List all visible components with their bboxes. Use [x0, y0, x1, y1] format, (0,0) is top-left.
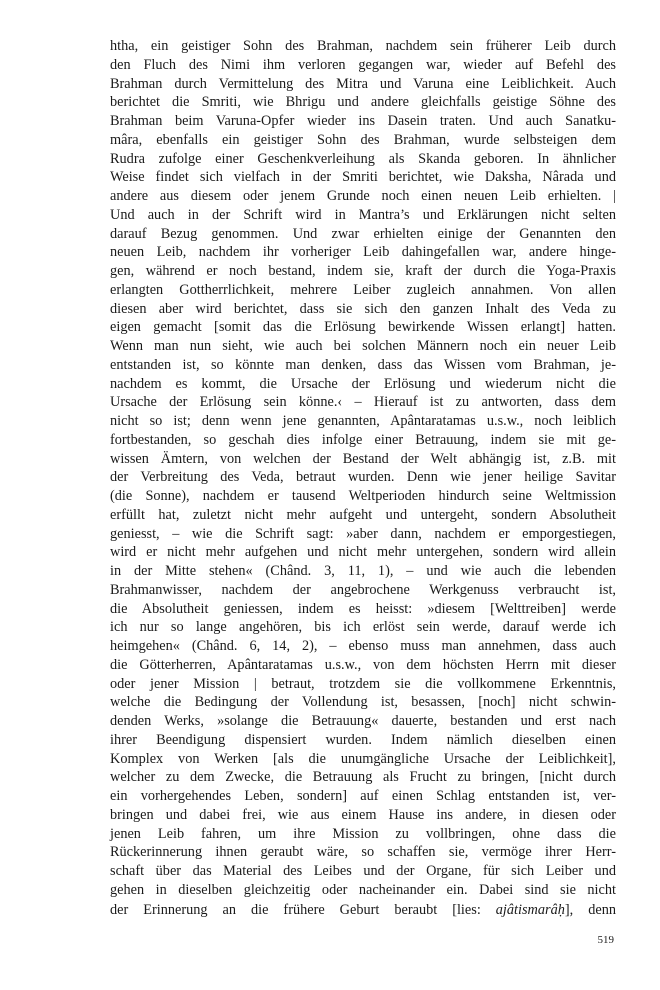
text-line: andere aus diesem oder jenem Grunde noch einen neuen Leib erhielten. |	[110, 188, 616, 204]
text-line: Und auch in der Schrift wird in Mantra’s und Erklärungen nicht selten	[110, 206, 616, 223]
text-line: fortbestanden, so geschah dies infolge einer Betrauung, indem sie mit ge-	[110, 431, 616, 448]
text-line: neuen Leib, nachdem ihr vorheriger Leib dahingefallen war, andere hinge-	[110, 244, 616, 261]
text-line: Brahman durch Vermittelung des Mitra und Varuna eine Leiblichkeit. Auch	[110, 75, 616, 92]
text-line: in der Mitte stehen« (Chând. 3, 11, 1), – und wie auch die lebenden	[110, 563, 616, 579]
text-line: der Verbreitung des Veda, betraut wurden. Denn wie jener heilige Savitar	[110, 469, 616, 486]
text-line: diesen aber wird berichtet, dass sie sich den ganzen Inhalt des Veda zu	[110, 300, 616, 317]
text-line: entstanden ist, so könnte man denken, dass das Wissen vom Brahman, je-	[110, 356, 616, 373]
last-line-prefix: der Erinnerung an die frühere Geburt beraubt [lies:	[110, 901, 496, 918]
text-line: welcher zu dem Zwecke, die Betrauung als Frucht zu bringen, [nicht durch	[110, 769, 616, 786]
text-line: ich nur so lange angehören, bis ich erlöst sein werde, darauf werde ich	[110, 619, 616, 636]
text-line: darauf Bezug genommen. Und zwar erhielten einige der Genannten den	[110, 225, 616, 242]
text-line: Rudra zufolge einer Geschenkverleihung als Skanda geboren. In ähnlicher	[110, 150, 616, 167]
text-line: berichtet die Smriti, wie Bhrigu und andere gleichfalls geistige Söhne des	[110, 94, 616, 111]
text-line: (die Sonne), nachdem er tausend Weltperioden hindurch seine Weltmission	[110, 488, 616, 504]
text-line: Ursache der Erlösung sein könne.‹ – Hierauf ist zu antworten, dass dem	[110, 394, 616, 411]
text-line: nachdem es kommt, die Ursache der Erlösung und wiederum nicht die	[110, 375, 616, 392]
text-line: oder jener Mission | betraut, trotzdem sie die vollkommene Erkenntnis,	[110, 675, 616, 692]
text-line: wird er nicht mehr aufgehen und nicht mehr untergehen, sondern wird allein	[110, 544, 616, 561]
text-line: wissen Ämtern, von welchen der Bestand der Welt abhängig ist, z.B. mit	[110, 450, 616, 467]
body-text-last-line	[110, 901, 616, 920]
last-line-suffix: ], denn	[564, 901, 616, 918]
text-line: Komplex von Werken [als die unumgängliche Ursache der Leiblichkeit],	[110, 750, 616, 767]
text-line: Rückerinnerung ihnen geraubt wäre, so schaffen sie, vermöge ihrer Herr-	[110, 844, 616, 861]
text-line: erfüllt hat, zuletzt nicht mehr aufgeht und untergeht, sondern Absolutheit	[110, 506, 616, 523]
text-line: mâra, ebenfalls ein geistiger Sohn des Brahman, wurde selbsteigen dem	[110, 131, 616, 148]
text-line: Wenn man nun sieht, wie auch bei solchen Männern noch ein neuer Leib	[110, 338, 616, 354]
text-line: gehen in dieselben gleichzeitig oder nacheinander ein. Dabei sind sie nicht	[110, 881, 616, 898]
text-line: welche die Bedingung der Vollendung ist, besassen, [noch] nicht schwin-	[110, 694, 616, 711]
text-line: bringen und dabei frei, wie aus einem Hause ins andere, in diesen oder	[110, 806, 616, 823]
text-line: geniesst, – wie die Schrift sagt: »aber dann, nachdem er emporgestiegen,	[110, 525, 616, 542]
text-line: den Fluch des Nimi ihm verloren gegangen war, wieder auf Befehl des	[110, 56, 616, 73]
text-line: schaft über das Material des Leibes und der Organe, für sich Leiber und	[110, 863, 616, 879]
text-line: die Götterherren, Apântaratamas u.s.w., von dem höchsten Herrn mit dieser	[110, 656, 616, 673]
text-line: Brahmanwisser, nachdem der angebrochene Werkgenuss verbraucht ist,	[110, 581, 616, 598]
text-line: denden Werks, »solange die Betrauung« dauerte, bestanden und erst nach	[110, 713, 616, 729]
text-line: heimgehen« (Chând. 6, 14, 2), – ebenso muss man annehmen, dass auch	[110, 638, 616, 654]
text-line: Brahman beim Varuna-Opfer wieder ins Dasein traten. Und auch Sanatku-	[110, 113, 616, 129]
text-line: die Absolutheit geniessen, indem es heisst: »diesem [Welttreiben] werde	[110, 600, 616, 617]
text-line: erlangten Gottherrlichkeit, mehrere Leiber zugleich annahmen. Von allen	[110, 281, 616, 298]
text-line: jenen Leib fahren, um ihre Mission zu vollbringen, ohne dass die	[110, 825, 616, 842]
text-line: htha, ein geistiger Sohn des Brahman, nachdem sein früherer Leib durch	[110, 38, 616, 54]
text-line: eigen gemacht [somit das die Erlösung bewirkende Wissen erlangt] hatten.	[110, 319, 616, 336]
text-line: gen, während er noch bestand, indem sie, kraft der durch die Yoga-Praxis	[110, 263, 616, 279]
text-line: Weise findet sich vielfach in der Smriti berichtet, wie Daksha, Nârada und	[110, 169, 616, 186]
italic-term: ajâtismarâḥ	[495, 901, 565, 918]
text-line: ein vorhergehendes Leben, sondern] auf einen Schlag entstanden ist, ver-	[110, 788, 616, 804]
text-line: ihrer Beendigung dispensiert wurden. Indem nämlich dieselben einen	[110, 731, 616, 748]
text-line: nicht so ist; denn wenn jene genannten, Apântaratamas u.s.w., noch leiblich	[110, 413, 616, 429]
page-number: 519	[597, 934, 614, 946]
body-text	[110, 37, 616, 900]
